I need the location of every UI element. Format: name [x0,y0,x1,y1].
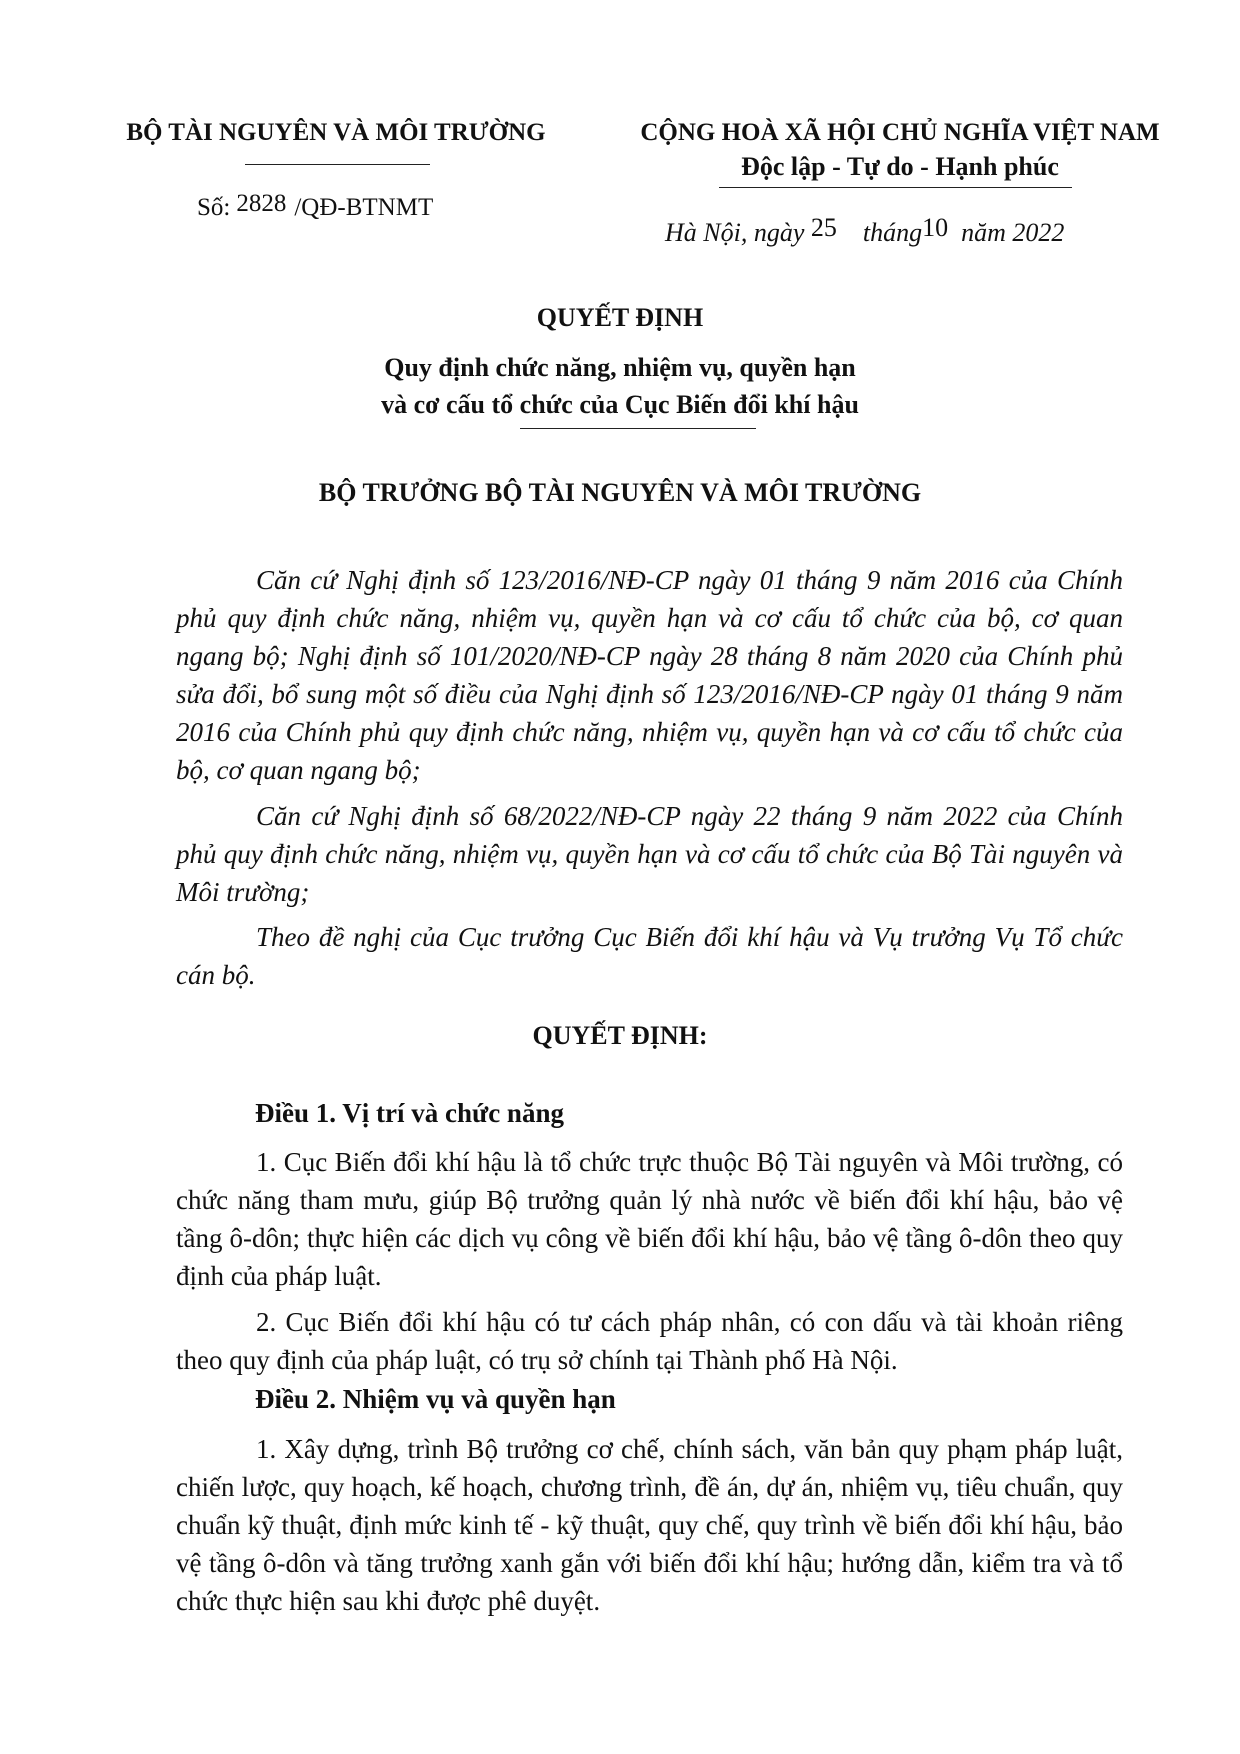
document-subject [90,349,1150,423]
title-underline [520,428,756,429]
issuing-ministry: BỘ TÀI NGUYÊN VÀ MÔI TRƯỜNG [126,119,546,146]
number-suffix: /QĐ-BTNMT [294,194,434,221]
document-number [197,191,433,225]
preamble-2: Căn cứ Nghị định số 68/2022/NĐ-CP ngày 22 tháng 9 năm 2022 của Chính phủ quy định chức năng, nhiệm vụ, quyền hạn và cơ cấu tổ chức của Bộ Tài nguyên và Môi trường; [176,801,1123,907]
issuing-authority: BỘ TRƯỞNG BỘ TÀI NGUYÊN VÀ MÔI TRƯỜNG [318,478,922,507]
ministry-underline [245,164,430,165]
subject-line-2: và cơ cấu tổ chức của Cục Biến đổi khí hậu [381,390,859,419]
article-2-heading: Điều 2. Nhiệm vụ và quyền hạn [255,1384,616,1414]
subject-line-1: Quy định chức năng, nhiệm vụ, quyền hạn [384,353,856,382]
article-1-heading: Điều 1. Vị trí và chức năng [255,1098,564,1128]
date-day: 25 [810,213,837,242]
article-1-paragraph-1: 1. Cục Biến đổi khí hậu là tổ chức trực thuộc Bộ Tài nguyên và Môi trường, có chức năng tham mưu, giúp Bộ trưởng quản lý nhà nước về biến đổi khí hậu, bảo vệ tầng ô-dôn; thực hiện các dịch vụ công về biến đổi khí hậu, bảo vệ tầng ô-dôn theo quy định của pháp luật. [176,1147,1123,1291]
country-name: CỘNG HOÀ XÃ HỘI CHỦ NGHĨA VIỆT NAM [640,119,1160,146]
number-value: 2828 [236,190,287,217]
date-year: năm 2022 [961,218,1065,247]
document-type: QUYẾT ĐỊNH [536,303,704,332]
preamble-1: Căn cứ Nghị định số 123/2016/NĐ-CP ngày 01 tháng 9 năm 2016 của Chính phủ quy định chức năng, nhiệm vụ, quyền hạn và cơ cấu tổ chức của bộ, cơ quan ngang bộ; Nghị định số 101/2020/NĐ-CP ngày 28 tháng 8 năm 2020 của Chính phủ sửa đổi, bổ sung một số điều của Nghị định số 123/2016/NĐ-CP ngày 01 tháng 9 năm 2016 của Chính phủ quy định chức năng, nhiệm vụ, quyền hạn và cơ cấu tổ chức của bộ, cơ quan ngang bộ; [176,565,1123,785]
date-place: Hà Nội, ngày [665,218,805,247]
issue-date [665,213,1065,250]
date-month: 10 [922,213,949,242]
motto-underline [719,187,1072,188]
decision-heading: QUYẾT ĐỊNH: [532,1021,708,1050]
national-motto: Độc lập - Tự do - Hạnh phúc [741,152,1059,181]
date-month-label: tháng [862,218,923,247]
preamble-3: Theo đề nghị của Cục trưởng Cục Biến đổi khí hậu và Vụ trưởng Vụ Tổ chức cán bộ. [176,922,1123,990]
national-header [600,116,1200,185]
article-1-paragraph-2: 2. Cục Biến đổi khí hậu có tư cách pháp nhân, có con dấu và tài khoản riêng theo quy định của pháp luật, có trụ sở chính tại Thành phố Hà Nội. [176,1307,1123,1375]
number-prefix: Số: [197,194,231,221]
article-2-paragraph-1: 1. Xây dựng, trình Bộ trưởng cơ chế, chính sách, văn bản quy phạm pháp luật, chiến lược, quy hoạch, kế hoạch, chương trình, đề án, dự án, nhiệm vụ, tiêu chuẩn, quy chuẩn kỹ thuật, định mức kinh tế - kỹ thuật, quy chế, quy trình về biến đổi khí hậu, bảo vệ tầng ô-dôn và tăng trưởng xanh gắn với biến đổi khí hậu; hướng dẫn, kiểm tra và tổ chức thực hiện sau khi được phê duyệt. [176,1434,1123,1616]
